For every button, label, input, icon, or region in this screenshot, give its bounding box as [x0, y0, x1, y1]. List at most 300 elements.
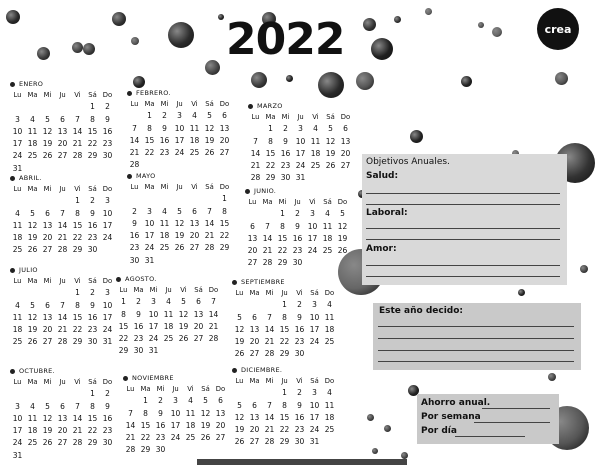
day-cell[interactable]: 14	[264, 412, 275, 422]
day-cell[interactable]: 22	[72, 233, 83, 243]
day-cell[interactable]: 9	[90, 300, 95, 310]
day-cell[interactable]: 14	[264, 324, 275, 334]
day-cell[interactable]: 25	[12, 245, 23, 255]
day-cell[interactable]: 18	[322, 233, 333, 243]
day-cell[interactable]: 20	[193, 321, 204, 331]
day-cell[interactable]: 27	[219, 148, 230, 158]
day-cell[interactable]: 19	[27, 325, 38, 335]
day-cell[interactable]: 6	[196, 297, 201, 307]
day-cell[interactable]: 5	[45, 114, 50, 124]
day-cell[interactable]: 16	[87, 312, 98, 322]
day-cell[interactable]: 25	[159, 243, 170, 253]
day-cell[interactable]: 14	[72, 126, 83, 136]
day-cell[interactable]: 27	[57, 438, 68, 448]
day-cell[interactable]: 1	[282, 300, 287, 310]
day-cell[interactable]: 17	[307, 233, 318, 243]
day-cell[interactable]: 2	[132, 206, 137, 216]
day-cell[interactable]: 17	[12, 139, 23, 149]
day-cell[interactable]: 12	[337, 221, 348, 231]
day-cell[interactable]: 19	[42, 139, 53, 149]
day-cell[interactable]: 1	[90, 102, 95, 112]
day-cell[interactable]: 22	[219, 231, 230, 241]
day-cell[interactable]: 22	[140, 433, 151, 443]
day-cell[interactable]: 7	[267, 312, 272, 322]
day-cell[interactable]: 30	[102, 151, 113, 161]
day-cell[interactable]: 30	[292, 258, 303, 268]
day-cell[interactable]: 4	[327, 300, 332, 310]
day-cell[interactable]: 22	[87, 139, 98, 149]
day-cell[interactable]: 11	[159, 218, 170, 228]
day-cell[interactable]: 15	[265, 148, 276, 158]
day-cell[interactable]: 13	[340, 136, 351, 146]
day-cell[interactable]: 26	[178, 334, 189, 344]
day-cell[interactable]: 10	[102, 300, 113, 310]
day-cell[interactable]: 13	[249, 324, 260, 334]
day-cell[interactable]: 31	[295, 173, 306, 183]
day-cell[interactable]: 31	[144, 255, 155, 265]
day-cell[interactable]: 17	[309, 324, 320, 334]
day-cell[interactable]: 30	[87, 245, 98, 255]
day-cell[interactable]: 1	[282, 388, 287, 398]
day-cell[interactable]: 25	[27, 151, 38, 161]
day-cell[interactable]: 9	[90, 208, 95, 218]
day-cell[interactable]: 26	[174, 243, 185, 253]
day-cell[interactable]: 15	[277, 233, 288, 243]
day-cell[interactable]: 30	[294, 349, 305, 359]
day-cell[interactable]: 30	[155, 445, 166, 455]
day-cell[interactable]: 27	[189, 243, 200, 253]
day-cell[interactable]: 5	[340, 209, 345, 219]
day-cell[interactable]: 18	[189, 135, 200, 145]
day-cell[interactable]: 18	[12, 233, 23, 243]
day-cell[interactable]: 21	[72, 139, 83, 149]
day-cell[interactable]: 12	[234, 324, 245, 334]
day-cell[interactable]: 10	[295, 136, 306, 146]
day-cell[interactable]: 20	[189, 231, 200, 241]
day-cell[interactable]: 17	[174, 135, 185, 145]
day-cell[interactable]: 31	[12, 450, 23, 460]
day-cell[interactable]: 20	[42, 233, 53, 243]
day-cell[interactable]: 28	[129, 160, 140, 170]
day-cell[interactable]: 23	[133, 334, 144, 344]
day-cell[interactable]: 17	[148, 321, 159, 331]
day-cell[interactable]: 25	[324, 337, 335, 347]
day-cell[interactable]: 5	[328, 124, 333, 134]
day-cell[interactable]: 7	[60, 208, 65, 218]
day-cell[interactable]: 5	[30, 300, 35, 310]
day-cell[interactable]: 10	[12, 413, 23, 423]
day-cell[interactable]: 27	[249, 437, 260, 447]
day-cell[interactable]: 10	[102, 208, 113, 218]
day-cell[interactable]: 6	[222, 111, 227, 121]
day-cell[interactable]: 9	[105, 114, 110, 124]
day-cell[interactable]: 31	[102, 337, 113, 347]
day-cell[interactable]: 7	[132, 123, 137, 133]
day-cell[interactable]: 5	[237, 400, 242, 410]
day-cell[interactable]: 23	[87, 325, 98, 335]
day-cell[interactable]: 3	[177, 111, 182, 121]
day-cell[interactable]: 30	[280, 173, 291, 183]
day-cell[interactable]: 28	[72, 151, 83, 161]
ahorro-semana-line[interactable]	[474, 422, 550, 423]
day-cell[interactable]: 15	[87, 413, 98, 423]
day-cell[interactable]: 7	[265, 221, 270, 231]
day-cell[interactable]: 22	[279, 425, 290, 435]
day-cell[interactable]: 2	[295, 209, 300, 219]
day-cell[interactable]: 24	[309, 425, 320, 435]
day-cell[interactable]: 29	[72, 245, 83, 255]
day-cell[interactable]: 20	[219, 135, 230, 145]
day-cell[interactable]: 31	[12, 163, 23, 173]
day-cell[interactable]: 24	[307, 246, 318, 256]
day-cell[interactable]: 9	[295, 221, 300, 231]
day-cell[interactable]: 12	[42, 126, 53, 136]
day-cell[interactable]: 26	[200, 433, 211, 443]
day-cell[interactable]: 3	[151, 297, 156, 307]
day-cell[interactable]: 11	[310, 136, 321, 146]
day-cell[interactable]: 7	[128, 408, 133, 418]
day-cell[interactable]: 21	[72, 426, 83, 436]
day-cell[interactable]: 4	[325, 209, 330, 219]
day-cell[interactable]: 1	[268, 124, 273, 134]
day-cell[interactable]: 31	[309, 437, 320, 447]
day-cell[interactable]: 10	[170, 408, 181, 418]
day-cell[interactable]: 9	[297, 312, 302, 322]
day-cell[interactable]: 11	[27, 413, 38, 423]
day-cell[interactable]: 18	[310, 148, 321, 158]
day-cell[interactable]: 28	[125, 445, 136, 455]
day-cell[interactable]: 19	[42, 426, 53, 436]
day-cell[interactable]: 10	[309, 312, 320, 322]
day-cell[interactable]: 7	[267, 400, 272, 410]
day-cell[interactable]: 3	[173, 396, 178, 406]
day-cell[interactable]: 23	[102, 139, 113, 149]
day-cell[interactable]: 25	[310, 161, 321, 171]
day-cell[interactable]: 9	[136, 309, 141, 319]
day-cell[interactable]: 7	[211, 297, 216, 307]
ahorro-dia-line[interactable]	[455, 436, 525, 437]
day-cell[interactable]: 29	[118, 346, 129, 356]
day-cell[interactable]: 20	[42, 325, 53, 335]
day-cell[interactable]: 28	[250, 173, 261, 183]
day-cell[interactable]: 15	[118, 321, 129, 331]
salud-line-2[interactable]	[366, 204, 560, 205]
day-cell[interactable]: 2	[136, 297, 141, 307]
day-cell[interactable]: 8	[143, 408, 148, 418]
day-cell[interactable]: 28	[57, 245, 68, 255]
day-cell[interactable]: 15	[219, 218, 230, 228]
day-cell[interactable]: 11	[324, 312, 335, 322]
day-cell[interactable]: 29	[140, 445, 151, 455]
day-cell[interactable]: 28	[72, 438, 83, 448]
day-cell[interactable]: 30	[133, 346, 144, 356]
day-cell[interactable]: 1	[143, 396, 148, 406]
day-cell[interactable]: 8	[268, 136, 273, 146]
day-cell[interactable]: 26	[27, 337, 38, 347]
day-cell[interactable]: 16	[102, 413, 113, 423]
day-cell[interactable]: 20	[249, 425, 260, 435]
day-cell[interactable]: 7	[253, 136, 258, 146]
day-cell[interactable]: 7	[75, 401, 80, 411]
day-cell[interactable]: 12	[42, 413, 53, 423]
day-cell[interactable]: 28	[264, 349, 275, 359]
day-cell[interactable]: 15	[140, 420, 151, 430]
day-cell[interactable]: 3	[310, 209, 315, 219]
day-cell[interactable]: 8	[280, 221, 285, 231]
day-cell[interactable]: 7	[207, 206, 212, 216]
day-cell[interactable]: 23	[87, 233, 98, 243]
day-cell[interactable]: 28	[264, 437, 275, 447]
day-cell[interactable]: 9	[158, 408, 163, 418]
decido-line-3[interactable]	[378, 350, 574, 351]
day-cell[interactable]: 17	[102, 312, 113, 322]
day-cell[interactable]: 26	[42, 438, 53, 448]
day-cell[interactable]: 23	[294, 425, 305, 435]
day-cell[interactable]: 14	[250, 148, 261, 158]
day-cell[interactable]: 29	[219, 243, 230, 253]
day-cell[interactable]: 20	[57, 139, 68, 149]
day-cell[interactable]: 19	[234, 425, 245, 435]
day-cell[interactable]: 9	[297, 400, 302, 410]
day-cell[interactable]: 23	[155, 433, 166, 443]
laboral-line-1[interactable]	[366, 228, 560, 229]
day-cell[interactable]: 22	[277, 246, 288, 256]
day-cell[interactable]: 27	[57, 151, 68, 161]
day-cell[interactable]: 13	[249, 412, 260, 422]
day-cell[interactable]: 14	[57, 312, 68, 322]
day-cell[interactable]: 15	[279, 324, 290, 334]
day-cell[interactable]: 25	[189, 148, 200, 158]
amor-line-1[interactable]	[366, 265, 560, 266]
day-cell[interactable]: 24	[102, 325, 113, 335]
day-cell[interactable]: 2	[297, 300, 302, 310]
day-cell[interactable]: 14	[129, 135, 140, 145]
day-cell[interactable]: 21	[250, 161, 261, 171]
day-cell[interactable]: 12	[325, 136, 336, 146]
day-cell[interactable]: 2	[158, 396, 163, 406]
day-cell[interactable]: 6	[60, 401, 65, 411]
day-cell[interactable]: 23	[159, 148, 170, 158]
day-cell[interactable]: 18	[27, 139, 38, 149]
day-cell[interactable]: 3	[105, 196, 110, 206]
day-cell[interactable]: 5	[30, 208, 35, 218]
day-cell[interactable]: 13	[215, 408, 226, 418]
day-cell[interactable]: 21	[129, 148, 140, 158]
day-cell[interactable]: 8	[90, 114, 95, 124]
day-cell[interactable]: 25	[185, 433, 196, 443]
day-cell[interactable]: 28	[262, 258, 273, 268]
day-cell[interactable]: 6	[45, 300, 50, 310]
day-cell[interactable]: 21	[57, 233, 68, 243]
day-cell[interactable]: 1	[90, 389, 95, 399]
day-cell[interactable]: 21	[262, 246, 273, 256]
day-cell[interactable]: 10	[309, 400, 320, 410]
day-cell[interactable]: 22	[72, 325, 83, 335]
day-cell[interactable]: 2	[297, 388, 302, 398]
day-cell[interactable]: 19	[325, 148, 336, 158]
day-cell[interactable]: 24	[170, 433, 181, 443]
day-cell[interactable]: 13	[193, 309, 204, 319]
day-cell[interactable]: 27	[42, 337, 53, 347]
day-cell[interactable]: 15	[144, 135, 155, 145]
day-cell[interactable]: 16	[102, 126, 113, 136]
day-cell[interactable]: 19	[337, 233, 348, 243]
day-cell[interactable]: 29	[72, 337, 83, 347]
day-cell[interactable]: 20	[57, 426, 68, 436]
day-cell[interactable]: 8	[121, 309, 126, 319]
day-cell[interactable]: 5	[237, 312, 242, 322]
day-cell[interactable]: 9	[283, 136, 288, 146]
day-cell[interactable]: 11	[322, 221, 333, 231]
day-cell[interactable]: 12	[200, 408, 211, 418]
day-cell[interactable]: 2	[90, 196, 95, 206]
day-cell[interactable]: 16	[159, 135, 170, 145]
day-cell[interactable]: 24	[102, 233, 113, 243]
day-cell[interactable]: 17	[309, 412, 320, 422]
day-cell[interactable]: 22	[144, 148, 155, 158]
day-cell[interactable]: 5	[177, 206, 182, 216]
day-cell[interactable]: 21	[264, 337, 275, 347]
day-cell[interactable]: 5	[203, 396, 208, 406]
day-cell[interactable]: 1	[147, 111, 152, 121]
day-cell[interactable]: 27	[215, 433, 226, 443]
day-cell[interactable]: 3	[15, 114, 20, 124]
day-cell[interactable]: 6	[60, 114, 65, 124]
day-cell[interactable]: 6	[192, 206, 197, 216]
day-cell[interactable]: 6	[45, 208, 50, 218]
day-cell[interactable]: 9	[162, 123, 167, 133]
day-cell[interactable]: 29	[87, 438, 98, 448]
ahorro-anual-line[interactable]	[482, 408, 550, 409]
day-cell[interactable]: 5	[207, 111, 212, 121]
day-cell[interactable]: 22	[87, 426, 98, 436]
day-cell[interactable]: 3	[105, 288, 110, 298]
day-cell[interactable]: 6	[218, 396, 223, 406]
day-cell[interactable]: 19	[174, 231, 185, 241]
day-cell[interactable]: 22	[265, 161, 276, 171]
decido-line-2[interactable]	[378, 338, 574, 339]
day-cell[interactable]: 4	[162, 206, 167, 216]
brand-badge[interactable]: crea	[537, 8, 579, 50]
day-cell[interactable]: 3	[15, 401, 20, 411]
day-cell[interactable]: 4	[313, 124, 318, 134]
day-cell[interactable]: 4	[188, 396, 193, 406]
day-cell[interactable]: 18	[27, 426, 38, 436]
day-cell[interactable]: 6	[252, 312, 257, 322]
day-cell[interactable]: 7	[75, 114, 80, 124]
day-cell[interactable]: 22	[118, 334, 129, 344]
day-cell[interactable]: 19	[200, 420, 211, 430]
day-cell[interactable]: 22	[279, 337, 290, 347]
day-cell[interactable]: 21	[264, 425, 275, 435]
day-cell[interactable]: 11	[185, 408, 196, 418]
day-cell[interactable]: 30	[294, 437, 305, 447]
day-cell[interactable]: 2	[90, 288, 95, 298]
day-cell[interactable]: 14	[262, 233, 273, 243]
day-cell[interactable]: 4	[192, 111, 197, 121]
day-cell[interactable]: 2	[162, 111, 167, 121]
day-cell[interactable]: 8	[75, 208, 80, 218]
day-cell[interactable]: 18	[324, 412, 335, 422]
laboral-line-2[interactable]	[366, 239, 560, 240]
day-cell[interactable]: 28	[204, 243, 215, 253]
day-cell[interactable]: 1	[222, 194, 227, 204]
day-cell[interactable]: 9	[105, 401, 110, 411]
day-cell[interactable]: 6	[343, 124, 348, 134]
day-cell[interactable]: 18	[185, 420, 196, 430]
day-cell[interactable]: 3	[312, 300, 317, 310]
day-cell[interactable]: 24	[309, 337, 320, 347]
day-cell[interactable]: 16	[87, 220, 98, 230]
day-cell[interactable]: 25	[163, 334, 174, 344]
day-cell[interactable]: 10	[144, 218, 155, 228]
day-cell[interactable]: 13	[57, 126, 68, 136]
day-cell[interactable]: 11	[324, 400, 335, 410]
day-cell[interactable]: 10	[12, 126, 23, 136]
day-cell[interactable]: 17	[170, 420, 181, 430]
day-cell[interactable]: 29	[277, 258, 288, 268]
day-cell[interactable]: 15	[72, 220, 83, 230]
day-cell[interactable]: 4	[15, 300, 20, 310]
day-cell[interactable]: 11	[189, 123, 200, 133]
day-cell[interactable]: 8	[282, 400, 287, 410]
day-cell[interactable]: 12	[234, 412, 245, 422]
day-cell[interactable]: 4	[327, 388, 332, 398]
day-cell[interactable]: 16	[294, 412, 305, 422]
day-cell[interactable]: 20	[215, 420, 226, 430]
day-cell[interactable]: 3	[147, 206, 152, 216]
day-cell[interactable]: 14	[204, 218, 215, 228]
day-cell[interactable]: 5	[45, 401, 50, 411]
day-cell[interactable]: 17	[295, 148, 306, 158]
day-cell[interactable]: 11	[27, 126, 38, 136]
day-cell[interactable]: 13	[247, 233, 258, 243]
day-cell[interactable]: 26	[204, 148, 215, 158]
day-cell[interactable]: 21	[208, 321, 219, 331]
day-cell[interactable]: 25	[322, 246, 333, 256]
day-cell[interactable]: 12	[27, 312, 38, 322]
day-cell[interactable]: 13	[189, 218, 200, 228]
day-cell[interactable]: 18	[163, 321, 174, 331]
day-cell[interactable]: 2	[283, 124, 288, 134]
day-cell[interactable]: 18	[12, 325, 23, 335]
day-cell[interactable]: 11	[12, 312, 23, 322]
day-cell[interactable]: 14	[125, 420, 136, 430]
day-cell[interactable]: 3	[312, 388, 317, 398]
day-cell[interactable]: 4	[30, 114, 35, 124]
day-cell[interactable]: 5	[181, 297, 186, 307]
day-cell[interactable]: 12	[178, 309, 189, 319]
day-cell[interactable]: 18	[324, 324, 335, 334]
day-cell[interactable]: 14	[72, 413, 83, 423]
day-cell[interactable]: 25	[12, 337, 23, 347]
day-cell[interactable]: 29	[87, 151, 98, 161]
day-cell[interactable]: 13	[42, 312, 53, 322]
day-cell[interactable]: 20	[247, 246, 258, 256]
day-cell[interactable]: 16	[133, 321, 144, 331]
day-cell[interactable]: 16	[292, 233, 303, 243]
day-cell[interactable]: 25	[324, 425, 335, 435]
day-cell[interactable]: 6	[250, 221, 255, 231]
day-cell[interactable]: 27	[249, 349, 260, 359]
day-cell[interactable]: 7	[60, 300, 65, 310]
day-cell[interactable]: 19	[178, 321, 189, 331]
day-cell[interactable]: 21	[125, 433, 136, 443]
day-cell[interactable]: 8	[90, 401, 95, 411]
decido-line-1[interactable]	[378, 326, 574, 327]
day-cell[interactable]: 13	[57, 413, 68, 423]
day-cell[interactable]: 26	[325, 161, 336, 171]
